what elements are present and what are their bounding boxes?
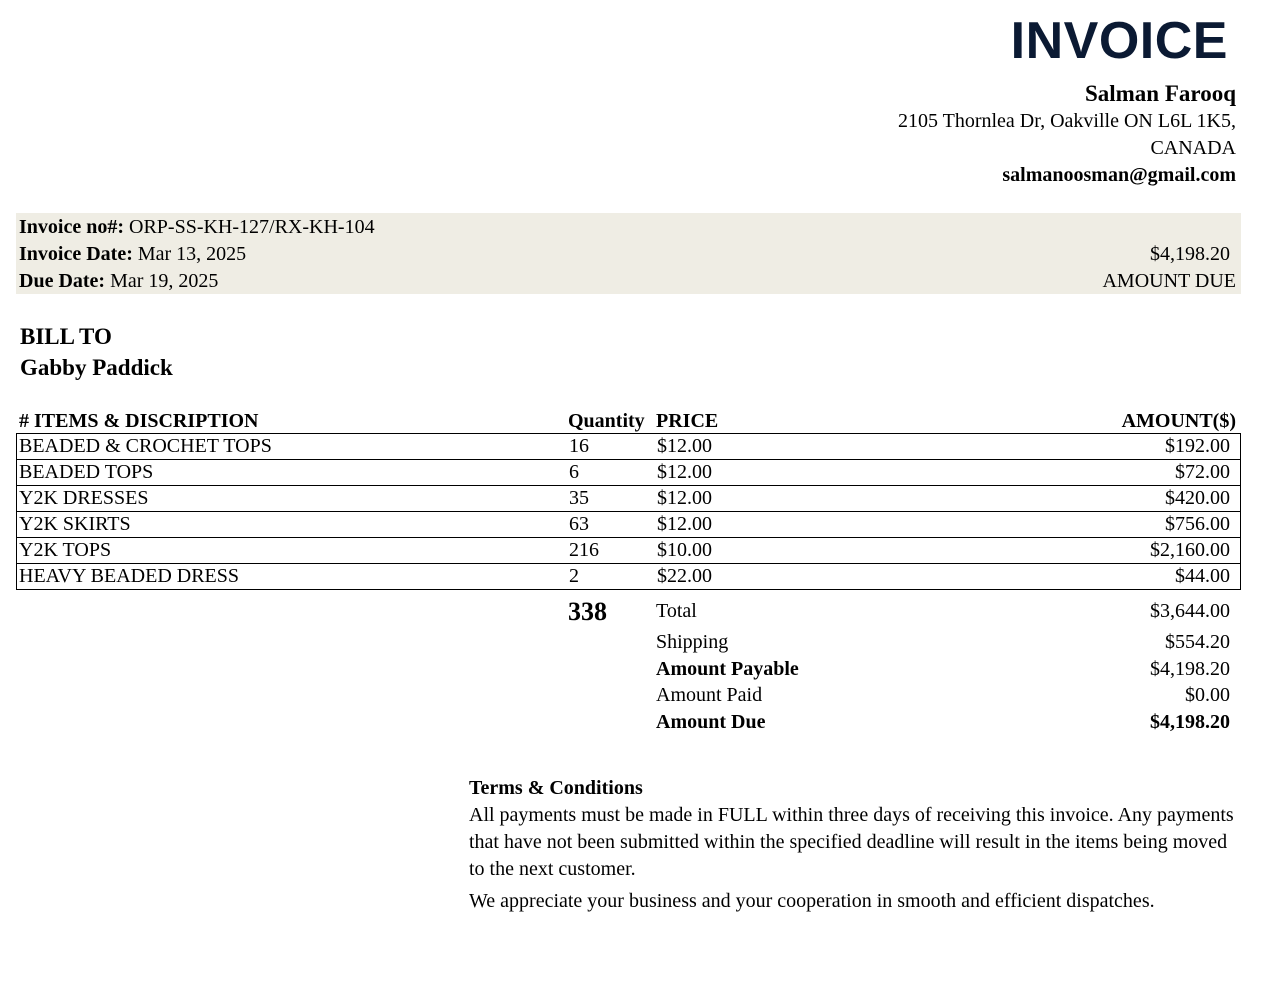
item-price: $10.00 [657, 538, 857, 564]
amount-due-summary-label: Amount Due [656, 711, 766, 733]
item-price: $12.00 [657, 460, 857, 486]
item-description: BEADED TOPS [17, 460, 570, 486]
amount-due-label: AMOUNT DUE [1102, 270, 1236, 292]
item-description: Y2K SKIRTS [17, 512, 570, 538]
invoice-date-label: Invoice Date: [19, 243, 133, 265]
seller-email: salmanoosman@gmail.com [1002, 164, 1236, 186]
seller-address-line2: CANADA [1150, 137, 1236, 159]
seller-name: Salman Farooq [1084, 81, 1236, 106]
item-description: Y2K TOPS [17, 538, 570, 564]
amount-payable-label: Amount Payable [656, 658, 799, 680]
amount-due-value: $4,198.20 [1150, 243, 1230, 265]
item-price: $12.00 [657, 486, 857, 512]
invoice-number-line [19, 214, 375, 241]
bill-to-name: Gabby Paddick [20, 355, 173, 380]
amount-paid-value: $0.00 [1185, 684, 1230, 706]
table-row [17, 460, 1241, 486]
item-amount: $420.00 [857, 486, 1241, 512]
terms-body: All payments must be made in FULL within three days of receiving this invoice. Any payments that have not been submitted within the specified deadline will result in the items being moved to the next customer. [469, 804, 1234, 880]
invoice-date-line [19, 241, 246, 268]
amount-paid-label: Amount Paid [656, 684, 763, 706]
item-quantity: 216 [569, 538, 657, 564]
terms-title: Terms & Conditions [469, 777, 643, 799]
item-quantity: 63 [569, 512, 657, 538]
item-amount: $2,160.00 [857, 538, 1241, 564]
table-row [17, 486, 1241, 512]
shipping-label: Shipping [656, 631, 729, 653]
table-row [17, 434, 1241, 460]
shipping-value: $554.20 [1165, 631, 1230, 653]
item-amount: $192.00 [857, 434, 1241, 460]
total-value: $3,644.00 [1150, 600, 1230, 622]
total-quantity: 338 [568, 597, 607, 626]
item-price: $12.00 [657, 434, 857, 460]
invoice-number: ORP-SS-KH-127/RX-KH-104 [129, 216, 375, 238]
item-quantity: 16 [569, 434, 657, 460]
item-amount: $72.00 [857, 460, 1241, 486]
item-amount: $44.00 [857, 564, 1241, 590]
item-quantity: 35 [569, 486, 657, 512]
invoice-date: Mar 13, 2025 [137, 243, 247, 265]
item-quantity: 6 [569, 460, 657, 486]
invoice-number-label: Invoice no#: [19, 216, 124, 238]
items-header-amount: AMOUNT($) [1121, 410, 1236, 432]
amount-payable-value: $4,198.20 [1150, 658, 1230, 680]
due-date-line [19, 268, 218, 295]
item-amount: $756.00 [857, 512, 1241, 538]
due-date-label: Due Date: [19, 270, 106, 292]
item-description: BEADED & CROCHET TOPS [17, 434, 570, 460]
items-table [16, 433, 1241, 590]
due-date: Mar 19, 2025 [110, 270, 219, 292]
item-price: $22.00 [657, 564, 857, 590]
total-label: Total [656, 600, 697, 622]
items-header-price: PRICE [656, 410, 719, 432]
table-row [17, 512, 1241, 538]
item-description: HEAVY BEADED DRESS [17, 564, 570, 590]
table-row [17, 538, 1241, 564]
terms-thanks: We appreciate your business and your cooperation in smooth and efficient dispatches. [469, 890, 1155, 912]
items-header-description: # ITEMS & DISCRIPTION [19, 410, 259, 432]
invoice-title: INVOICE [1010, 12, 1228, 70]
bill-to-label: BILL TO [20, 324, 112, 349]
item-description: Y2K DRESSES [17, 486, 570, 512]
seller-address-line1: 2105 Thornlea Dr, Oakville ON L6L 1K5, [897, 110, 1236, 132]
items-header-quantity: Quantity [568, 410, 645, 432]
table-row [17, 564, 1241, 590]
item-quantity: 2 [569, 564, 657, 590]
amount-due-summary-value: $4,198.20 [1150, 711, 1230, 733]
item-price: $12.00 [657, 512, 857, 538]
